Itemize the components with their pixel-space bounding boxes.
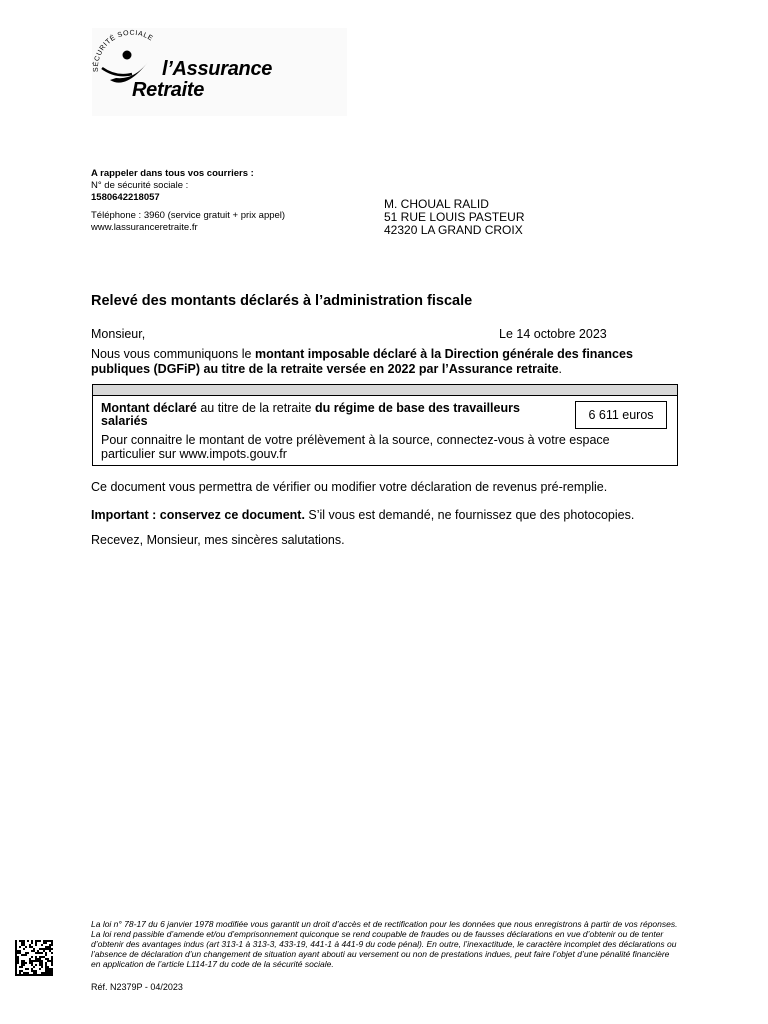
intro-bold-text: montant imposable déclaré à la Direction générale des finances publiques (DGFiP) au titre de la retraite versée en 2022 par l’Assurance retraite: [91, 347, 633, 376]
important-bold: Important : conservez ce document.: [91, 508, 305, 522]
declared-amount-value: 6 611 euros: [575, 401, 667, 429]
website-line: www.lassuranceretraite.fr: [91, 222, 198, 233]
label-bold-part: Montant déclaré: [101, 401, 197, 415]
intro-end: .: [558, 362, 563, 376]
letter-date: Le 14 octobre 2023: [499, 327, 607, 341]
ssn-value: 1580642218057: [91, 192, 160, 203]
assurance-retraite-logo: [92, 28, 347, 116]
declared-amount-box: [92, 384, 678, 466]
recipient-city: 42320 LA GRAND CROIX: [384, 223, 523, 237]
box-header-bar: [93, 385, 677, 396]
logo-brand-line2: Retraite: [132, 79, 205, 101]
reference-block: [91, 168, 371, 234]
recipient-name: M. CHOUAL RALID: [384, 197, 489, 211]
label-mid-part: au titre de la retraite: [196, 401, 315, 415]
legal-notice-fraud: La loi rend passible d’amende et/ou d’emprisonnement quiconque se rend coupable de fraudes ou de fausses déclarations en vue d’obtenir ou de tenter d’obtenir des avantages indus (art 313-1 à 313-3, 433-19, 441-1 à 441-9 du code pénal). En outre, l’inexactitude, le caractère incomplet des déclarations ou l’absence de déclaration d’un changement de situation ayant abouti au versement ou non de prestations indues, peut faire l’objet d’une pénalité financière en application de l’article L114-17 du code de la sécurité sociale.: [91, 929, 677, 969]
intro-paragraph: [91, 347, 681, 377]
intro-text: Nous vous communiquons le: [91, 347, 255, 361]
salutation: Monsieur,: [91, 327, 146, 341]
recipient-address: [384, 198, 524, 237]
recall-heading: A rappeler dans tous vos courriers :: [91, 168, 254, 179]
important-rest: S’il vous est demandé, ne fournissez que des photocopies.: [304, 508, 635, 522]
withholding-note: Pour connaitre le montant de votre prélèvement à la source, connectez-vous à votre espace particulier sur www.impots.gouv.fr: [101, 433, 610, 461]
document-reference: Réf. N2379P - 04/2023: [91, 982, 183, 992]
ssn-label: N° de sécurité sociale :: [91, 180, 189, 191]
legal-notice: [91, 919, 681, 969]
paragraph-important: [91, 508, 634, 523]
datamatrix-code: [15, 940, 53, 976]
declared-amount-label: [101, 402, 551, 428]
paragraph-closing: Recevez, Monsieur, mes sincères salutations.: [91, 533, 345, 547]
letter-title: Relevé des montants déclarés à l’administration fiscale: [91, 293, 473, 309]
legal-notice-privacy: La loi n° 78-17 du 6 janvier 1978 modifiée vous garantit un droit d’accès et de rectification pour les données que nous enregistrons à partir de vos réponses.: [91, 919, 678, 929]
label-bold-part2: du régime de base des travailleurs salariés: [101, 401, 520, 428]
logo-arc-text: SÉCURITÉ SOCIALE: [92, 29, 155, 73]
recipient-street: 51 RUE LOUIS PASTEUR: [384, 210, 525, 224]
phone-line: Téléphone : 3960 (service gratuit + prix appel): [91, 210, 286, 221]
barcode-icon: [15, 940, 53, 976]
paragraph-verify: Ce document vous permettra de vérifier ou modifier votre déclaration de revenus pré-remplie.: [91, 480, 608, 494]
logo-brand-line1: l’Assurance: [162, 58, 273, 80]
